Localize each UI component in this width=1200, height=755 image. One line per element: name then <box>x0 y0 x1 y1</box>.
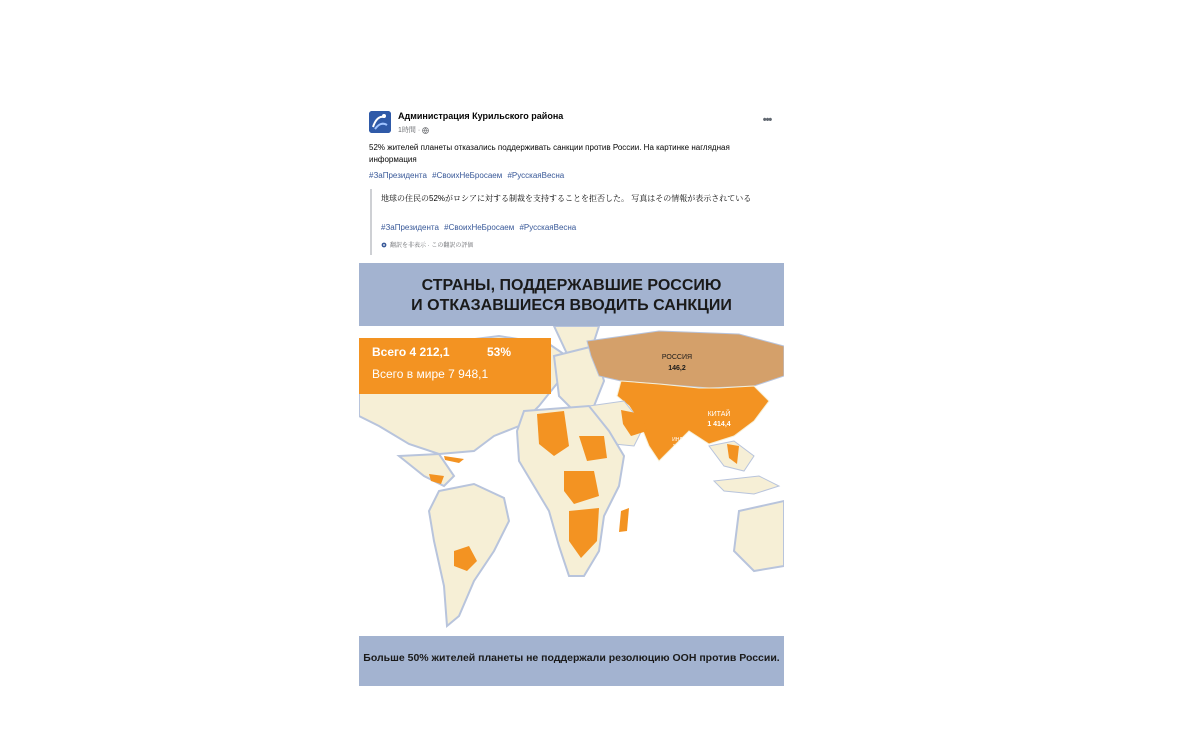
post-author[interactable]: Администрация Курильского района <box>398 111 564 121</box>
china-map-value: 1 414,4 <box>707 421 731 428</box>
translation-options-link[interactable]: 翻訳を非表示 · この翻訳の評価 <box>390 243 474 249</box>
more-options-icon[interactable]: ••• <box>762 114 772 126</box>
infographic-title <box>359 276 784 316</box>
translation-block <box>370 189 777 255</box>
globe-icon <box>422 127 429 134</box>
title-line-2: И ОТКАЗАВШИЕСЯ ВВОДИТЬ САНКЦИИ <box>411 297 732 314</box>
india-map-label: ИНДИЯ <box>672 437 690 443</box>
world-total: Всего в мире 7 948,1 <box>372 367 489 381</box>
china-map-label: КИТАЙ <box>707 411 731 418</box>
hashtag-link[interactable]: #СвоихНеБросаем <box>432 171 503 180</box>
post-meta <box>398 125 429 135</box>
hashtag-link[interactable]: #ЗаПрезидента <box>381 223 439 232</box>
post-time[interactable]: 1時間 <box>398 127 416 134</box>
translate-gear-icon <box>381 242 387 248</box>
infographic-header <box>359 263 784 326</box>
title-line-1: СТРАНЫ, ПОДДЕРЖАВШИЕ РОССИЮ <box>421 277 722 294</box>
page-avatar[interactable] <box>369 111 391 133</box>
hashtag-link[interactable]: #РусскаяВесна <box>507 171 565 180</box>
translated-hashtags <box>381 223 579 232</box>
hashtag-link[interactable]: #СвоихНеБросаем <box>444 223 515 232</box>
infographic-footer <box>359 636 784 686</box>
russia-map-value: 146,2 <box>668 365 686 372</box>
russia-map-label: РОССИЯ <box>661 354 693 361</box>
total-supporting: Всего 4 212,1 <box>372 345 450 359</box>
totals-box <box>359 338 551 394</box>
post-text: 52% жителей планеты отказались поддерживать санкции против России. На картинке наглядная информация <box>369 143 730 164</box>
hashtag-link[interactable]: #РусскаяВесна <box>519 223 577 232</box>
meta-separator: · <box>417 126 421 134</box>
infographic-image[interactable] <box>359 263 784 686</box>
post-header <box>359 109 784 139</box>
india-map-value: 1 398,6 <box>672 444 690 450</box>
hashtag-link[interactable]: #ЗаПрезидента <box>369 171 427 180</box>
total-percent: 53% <box>487 345 512 359</box>
translation-meta <box>381 240 473 249</box>
translated-text: 地球の住民の52%がロシアに対する制裁を支持することを拒否した。 写真はその情報が表示されている <box>381 194 752 203</box>
facebook-post <box>359 101 784 686</box>
footer-text: Больше 50% жителей планеты не поддержали резолюцию ООН против России. <box>363 652 780 664</box>
post-hashtags <box>369 171 567 180</box>
